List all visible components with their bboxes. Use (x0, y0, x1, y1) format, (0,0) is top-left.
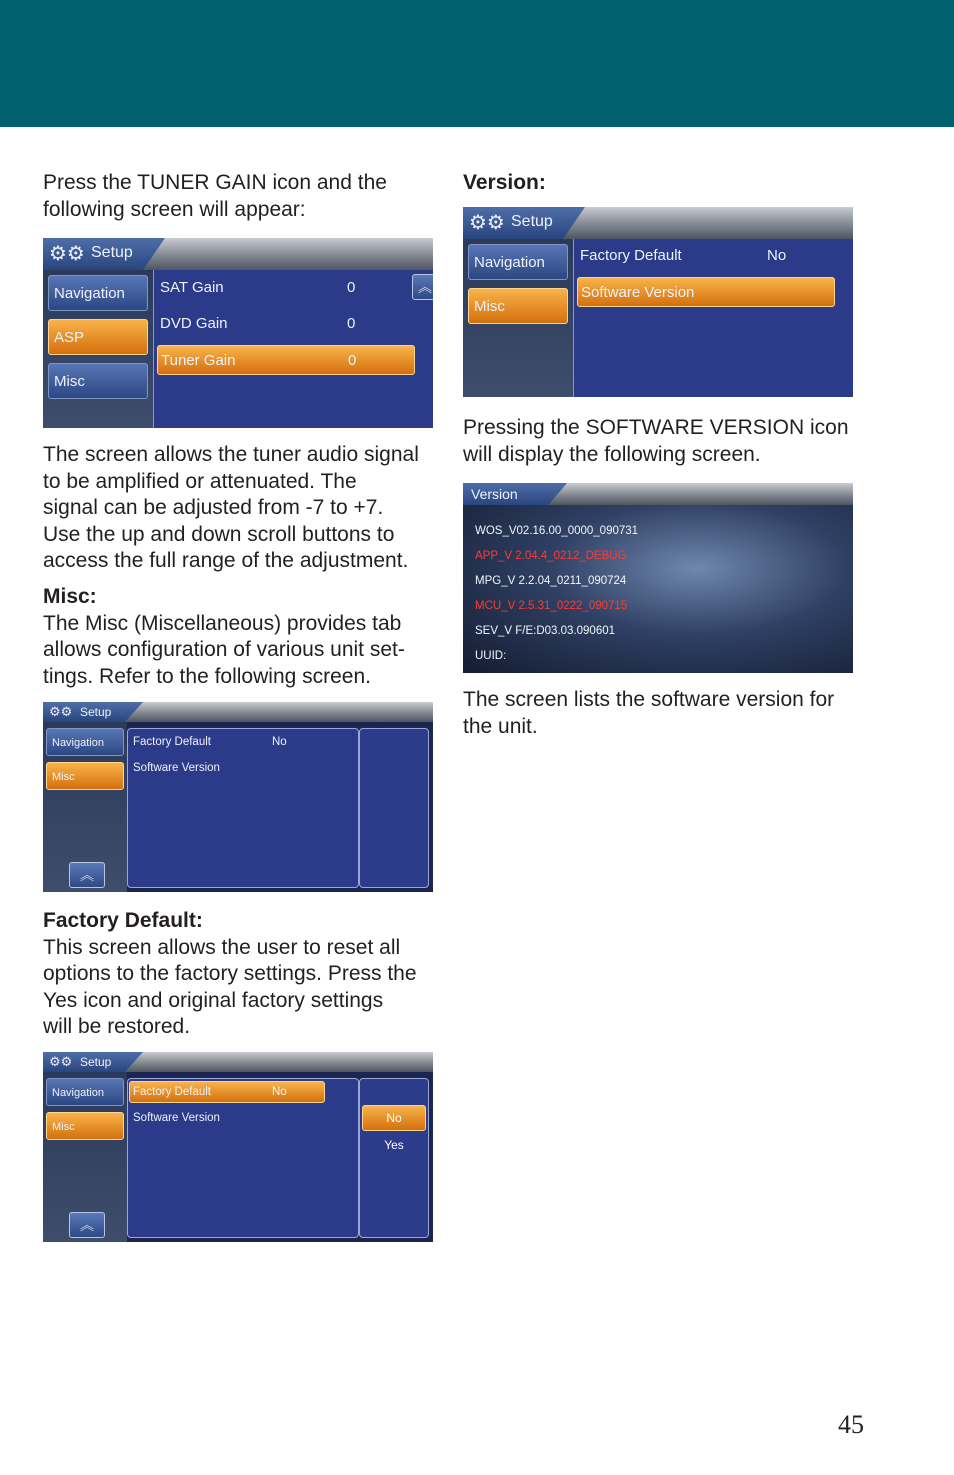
factory-section: Factory Default: This screen allows the user to reset all options to the factory settings. Press the Yes icon and original factory settings will be restored. (43, 909, 417, 1038)
option-yes[interactable]: Yes (384, 1138, 404, 1152)
tuner-description: The screen allows the tuner audio signal to be amplified or attenuated. The signal can be adjusted from -7 to +7. Use the up and down scroll buttons to access the full range of the adjustment. (43, 443, 419, 572)
version-section (463, 170, 863, 197)
tuner-gain-row[interactable]: Tuner Gain 0 (157, 345, 415, 375)
sidebar (43, 722, 127, 892)
version-list-description: The screen lists the software version for the unit. (463, 688, 835, 738)
option-panel (359, 728, 429, 888)
sidebar-item-navigation[interactable]: Navigation (46, 1078, 124, 1106)
software-description: Pressing the SOFTWARE VERSION icon will display the following screen. (463, 416, 849, 466)
software-version-row[interactable]: Software Version (577, 277, 835, 307)
misc-section: Misc: The Misc (Miscellaneous) provides tab allows configuration of various unit set- tings. Refer to the following screen. (43, 585, 405, 688)
misc-heading: Misc: (43, 585, 97, 608)
sidebar (43, 1072, 127, 1242)
sidebar-item-asp[interactable]: ASP (48, 319, 148, 355)
sidebar-item-navigation[interactable]: Navigation (468, 244, 568, 280)
gear-icon: ⚙⚙ (49, 243, 85, 265)
version-heading: Version: (463, 171, 546, 194)
factory-default-screenshot (43, 1052, 433, 1242)
sidebar-item-misc[interactable]: Misc (46, 762, 124, 790)
sidebar-item-misc[interactable]: Misc (48, 363, 148, 399)
title-bar (463, 207, 853, 239)
sidebar-item-navigation[interactable]: Navigation (48, 275, 148, 311)
sidebar (463, 239, 573, 397)
sat-gain-row[interactable]: SAT Gain 0 (160, 279, 356, 296)
dvd-gain-row[interactable]: DVD Gain 0 (160, 315, 356, 332)
title-bar (463, 483, 853, 505)
sidebar-item-navigation[interactable]: Navigation (46, 728, 124, 756)
factory-default-row[interactable]: Factory Default No (129, 1081, 325, 1103)
title-bar (43, 238, 433, 270)
version-line-app: APP_V 2.04.4_0212_DEBUG (475, 550, 627, 562)
factory-default-row[interactable]: Factory Default No (133, 736, 287, 748)
misc-screenshot (43, 702, 433, 892)
header-banner (0, 0, 954, 127)
version-line-mcu: MCU_V 2.5.31_0222_090715 (475, 600, 628, 612)
factory-default-row[interactable]: Factory Default No (580, 247, 787, 264)
screen-title: Setup (511, 213, 553, 230)
page-number: 45 (838, 1410, 864, 1439)
sidebar (43, 270, 153, 428)
factory-heading: Factory Default: (43, 909, 203, 932)
sidebar-item-misc[interactable]: Misc (468, 288, 568, 324)
screen-title: Setup (80, 1055, 112, 1069)
software-version-row[interactable]: Software Version (133, 1112, 220, 1124)
tuner-gain-screenshot (43, 238, 433, 428)
version-line-mpg: MPG_V 2.2.04_0211_090724 (475, 575, 627, 587)
software-version-row[interactable]: Software Version (133, 762, 220, 774)
scroll-up-button[interactable]: ︽ (412, 274, 433, 300)
gear-icon: ⚙⚙ (49, 704, 73, 719)
option-panel (359, 1078, 429, 1238)
settings-area (127, 722, 433, 892)
version-line-wos: WOS_V02.16.00_0000_090731 (475, 525, 639, 537)
screen-title: Version (471, 486, 518, 502)
settings-list (127, 1078, 359, 1238)
sidebar-item-misc[interactable]: Misc (46, 1112, 124, 1140)
gear-icon: ⚙⚙ (49, 1054, 73, 1069)
screen-title: Setup (91, 244, 133, 261)
gear-icon: ⚙⚙ (469, 212, 505, 234)
settings-panel (573, 239, 853, 397)
intro-text: Press the TUNER GAIN icon and the following screen will appear: (43, 171, 387, 221)
settings-list (127, 728, 359, 888)
scroll-up-button[interactable]: ︽ (69, 1212, 105, 1238)
settings-area (127, 1072, 433, 1242)
screen-title: Setup (80, 705, 112, 719)
title-bar (43, 1052, 433, 1072)
settings-panel (153, 270, 433, 428)
title-bar (43, 702, 433, 722)
scroll-up-button[interactable]: ︽ (69, 862, 105, 888)
version-line-uuid: UUID: (475, 650, 507, 662)
version-line-sev: SEV_V F/E:D03.03.090601 (475, 625, 616, 637)
version-info-screenshot (463, 483, 853, 673)
option-no[interactable]: No (362, 1105, 426, 1131)
version-menu-screenshot (463, 207, 853, 397)
